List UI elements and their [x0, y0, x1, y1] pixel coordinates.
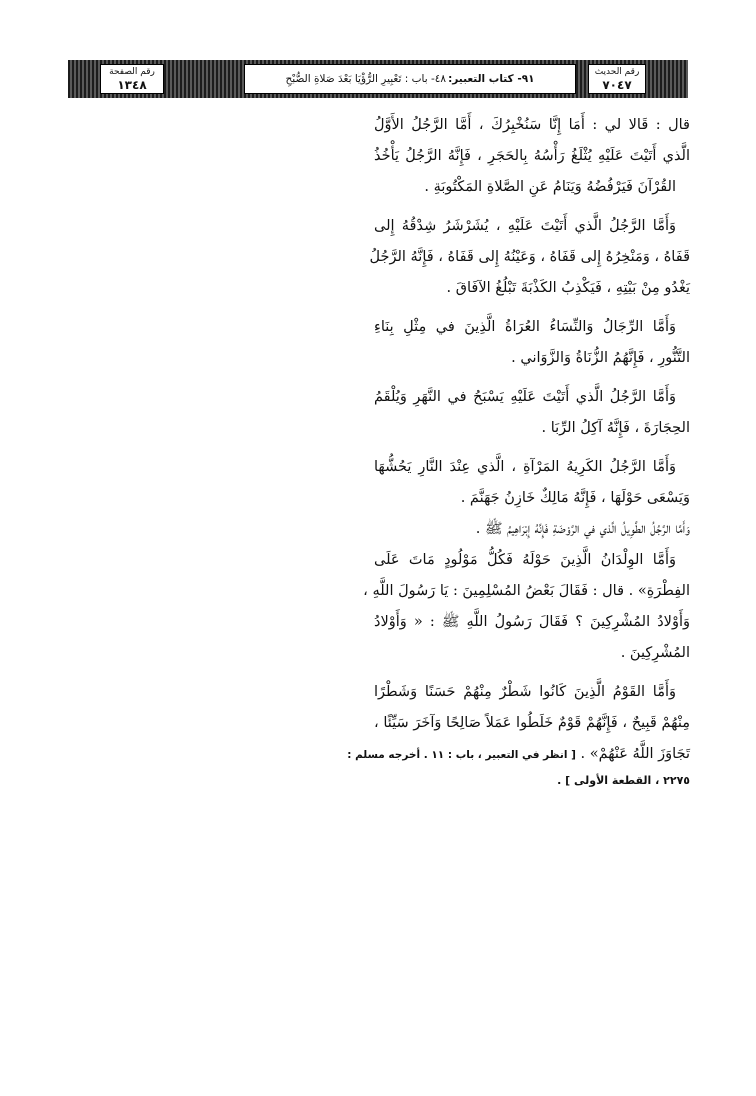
paragraph-4 [374, 382, 690, 444]
text-line: وَيَسْعَى حَوْلَهَا ، فَإِنَّهُ مَالِكٌ خَازِنُ جَهَنَّمَ . [460, 490, 690, 506]
footnote-reference: [ انظر في التعبير ، باب : ١١ . أخرجه مسلم : [347, 749, 576, 761]
paragraph-6 [374, 514, 690, 545]
text-line: وَأَمَّا الرِّجَالُ وَالنِّسَاءُ العُرَاةُ الَّذِينَ في مِثْلِ بِنَاءِ [374, 319, 676, 335]
hadith-number-box [588, 64, 646, 94]
paragraph-7 [363, 545, 690, 669]
footnote-end: ٢٢٧٥ ، القطعة الأولى ] . [557, 774, 690, 787]
text-line: قَفَاهُ ، وَمَنْخِرُهُ إِلى قَفَاهُ ، وَعَيْنُهُ إِلى قَفَاهُ ، فَإِنَّهُ الرَّجُلُ [369, 249, 690, 265]
paragraph-3 [374, 312, 690, 374]
text-line: وَأَمَّا الرَّجُلُ الكَرِيهُ المَرْآةِ ، الَّذي عِنْدَ النَّارِ يَحُشُّهَا [374, 459, 676, 475]
page-number: ١٣٤٨ [117, 78, 147, 92]
paragraph-2 [369, 211, 690, 304]
hadith-text [347, 110, 690, 792]
hadith-number-label: رقم الحديث [594, 67, 640, 77]
text-line: وَأَوْلادُ المُشْرِكِينَ ؟ فَقَالَ رَسُولُ اللَّهِ ﷺ : « وَأَوْلادُ [374, 614, 690, 630]
text-line: الحِجَارَةَ ، فَإِنَّهُ آكِلُ الرِّبَا . [541, 420, 690, 436]
paragraph-5 [374, 452, 690, 514]
text-line: يَغْدُو مِنْ بَيْتِهِ ، فَيَكْذِبُ الكَذْبَةَ تَبْلُغُ الآفَاقَ . [446, 280, 690, 296]
book-title: ٩١- كتاب التعبير: [448, 73, 535, 85]
text-line: الَّذي أَتَيْتَ عَلَيْهِ يُثْلَغُ رَأْسُهُ بِالحَجَرِ ، فَإِنَّهُ الرَّجُلُ يَأْخُذُ [374, 148, 690, 164]
text-line: قال : قَالا لي : أَمَا إِنَّا سَنُخْبِرُكَ ، أَمَّا الرَّجُلُ الأَوَّلُ [374, 117, 690, 133]
chapter-title: ٤٨- باب : تَعْبِيرِ الرُّؤْيَا بَعْدَ صَلاةِ الصُّبْحِ [285, 73, 447, 85]
text-line: وَأَمَّا الرَّجُلُ الَّذي أَتَيْتَ عَلَيْهِ يَسْبَحُ في النَّهَرِ وَيُلْقَمُ [374, 389, 676, 405]
text-line: وَأَمَّا الوِلْدَانُ الَّذِينَ حَوْلَهُ فَكُلُّ مَوْلُودٍ مَاتَ عَلَى [374, 552, 676, 568]
text-line: التَّنُّورِ ، فَإِنَّهُمُ الزُّنَاةُ وَالزَّوَاني . [511, 350, 690, 366]
text-line: وَأَمَّا الرَّجُلُ الطَّوِيلُ الَّذي في الرَّوْضَةِ فَإِنَّهُ إِبْرَاهِيمُ ﷺ . [475, 521, 690, 537]
text-line: وَأَمَّا القَوْمُ الَّذِينَ كَانُوا شَطْرٌ مِنْهُمْ حَسَنًا وَشَطْرًا [374, 684, 676, 700]
paragraph-1 [374, 110, 690, 203]
chapter-title-box [244, 64, 576, 94]
page-number-box [100, 64, 164, 94]
text-line [347, 739, 690, 770]
text-line: مِنْهُمْ قَبِيحٌ ، فَإِنَّهُمْ قَوْمٌ خَلَطُوا عَمَلاً صَالِحًا وَآخَرَ سَيِّئًا ، [374, 715, 690, 731]
text-line-content: تَجَاوَزَ اللَّهُ عَنْهُمْ» . [580, 746, 690, 762]
paragraph-8 [347, 677, 690, 792]
hadith-number: ٧٠٤٧ [602, 78, 632, 92]
text-line: المُشْرِكِينَ . [620, 645, 690, 661]
text-line: الفِطْرَةِ» . قال : فَقَالَ بَعْضُ المُسْلِمِينَ : يَا رَسُولَ اللَّهِ ، [363, 583, 690, 599]
page-number-label: رقم الصفحة [109, 67, 155, 77]
text-line: القُرْآنَ فَيَرْفُضُهُ وَيَنَامُ عَنِ الصَّلاةِ المَكْتُوبَةِ . [424, 179, 676, 195]
text-line: وَأَمَّا الرَّجُلُ الَّذي أَتَيْتَ عَلَيْهِ ، يُشَرْشَرُ شِدْقُهُ إِلى [374, 218, 676, 234]
